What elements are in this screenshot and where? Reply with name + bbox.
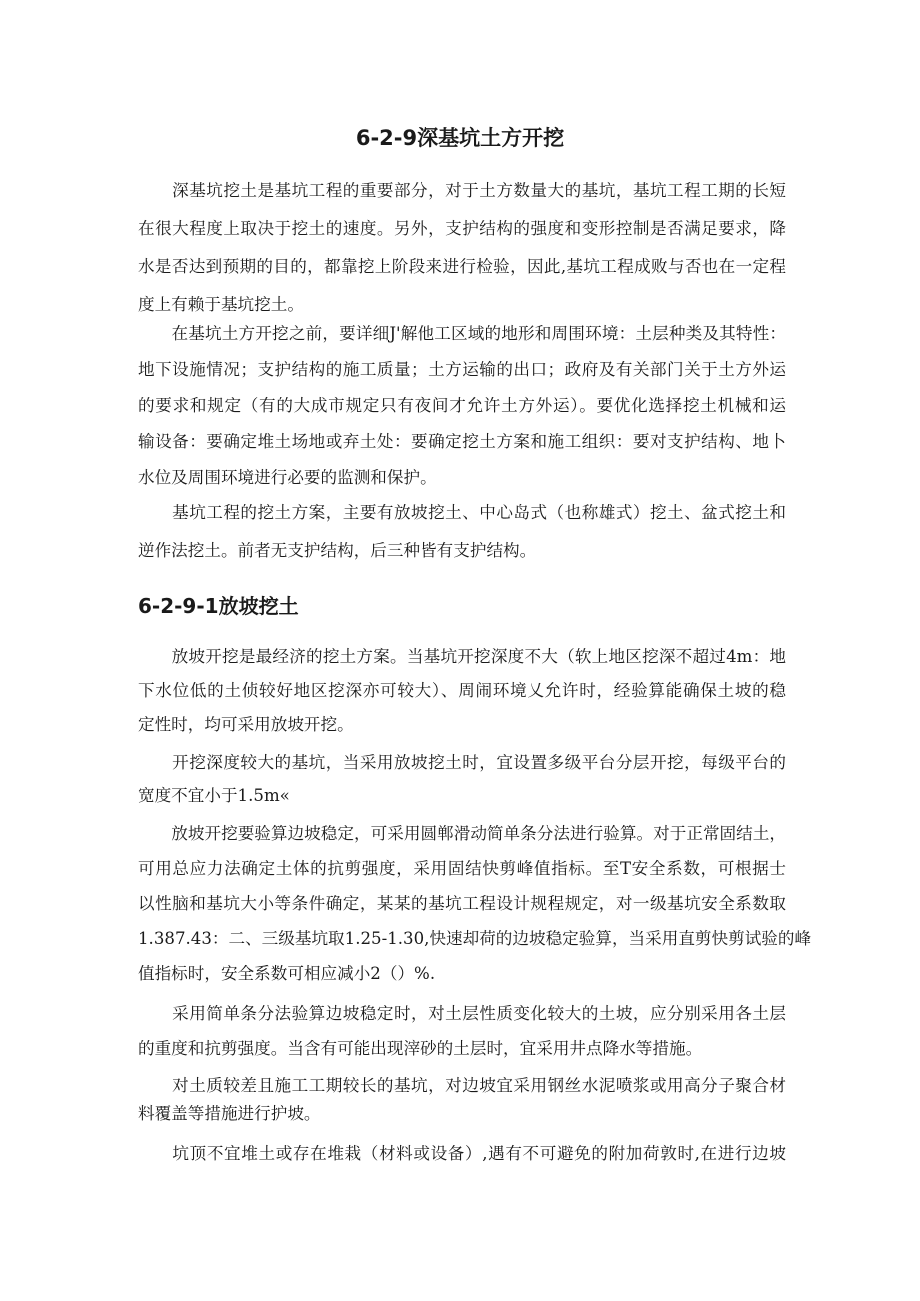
text-line: 的重度和抗剪强度。当含有可能出现滓砂的土层时，宜采用井点降水等措施。 — [138, 1039, 703, 1058]
paragraph — [138, 1136, 786, 1171]
section-heading: 6-2-9-1放坡挖土 — [138, 594, 299, 618]
text-line: 深基坑挖土是基坑工程的重要部分，对于土方数量大的基坑，基坑工程工期的长短 — [138, 181, 786, 200]
text-line: 基坑工程的挖土方案，主要有放坡挖土、中心岛式（也称雄式）挖土、盆式挖土和 — [138, 503, 786, 522]
text-line: 地下设施情况；支护结构的施工质量；土方运输的出口；政府及有关部门关于土方外运 — [138, 360, 786, 379]
paragraph — [138, 996, 786, 1066]
paragraph — [138, 746, 786, 812]
page-title: 6-2-9深基坑土方开挖 — [355, 126, 565, 150]
text-line: 料覆盖等措施进行护坡。 — [138, 1104, 321, 1123]
text-line: 宽度不宜小于1.5m« — [138, 786, 290, 805]
paragraph — [138, 172, 786, 324]
text-line: 定性时，均可采用放坡开挖。 — [138, 715, 354, 734]
paragraph — [138, 494, 786, 570]
text-line: 度上有赖于基坑挖土。 — [138, 295, 304, 314]
paragraph — [138, 816, 812, 991]
text-line: 开挖深度较大的基坑，当采用放坡挖土时，宜设置多级平台分层开挖，每级平台的 — [138, 753, 786, 772]
text-line: 值指标时，安全系数可相应减小2（）%. — [138, 964, 436, 983]
text-line: 坑顶不宜堆土或存在堆栽（材料或设备）,遇有不可避免的附加荷敦时,在进行边坡 — [138, 1144, 786, 1163]
text-line: 采用简单条分法验算边坡稳定时，对土层性质变化较大的土坡，应分别采用各土层 — [138, 1004, 786, 1023]
text-line: 的要求和规定（有的大成市规定只有夜间才允许土方外运）。要优化选择挖土机械和运 — [138, 396, 786, 415]
text-line: 在很大程度上取决于挖土的速度。另外，支护结构的强度和变形控制是否满足要求，降 — [138, 219, 786, 238]
text-line: 放坡开挖要验算边坡稳定，可采用圆郸滑动简单条分法进行验算。对于正常固结土， — [138, 824, 786, 843]
text-line: 在基坑土方开挖之前，要详细J'解他工区域的地形和周围环境：土层种类及其特性： — [138, 324, 786, 343]
text-line: 水位及周围环境进行必要的监测和保护。 — [138, 468, 437, 487]
text-line: 水是否达到预期的目的，都靠挖上阶段来进行检验，因此,基坑工程成败与否也在一定程 — [138, 257, 786, 276]
text-line: 放坡开挖是最经济的挖土方案。当基坑开挖深度不大（软上地区挖深不超过4m：地 — [138, 647, 786, 666]
paragraph — [138, 1072, 786, 1128]
text-line: 可用总应力法确定土体的抗剪强度，采用固结快剪峰值指标。至T安全系数，可根据士 — [138, 859, 786, 878]
paragraph — [138, 640, 786, 742]
text-line: 以性脑和基坑大小等条件确定，某某的基坑工程设计规程规定，对一级基坑安全系数取 — [138, 894, 786, 913]
text-line: 逆作法挖土。前者无支护结构，后三种皆有支护结构。 — [138, 541, 537, 560]
text-line: 1.387.43：二、三级基坑取1.25-1.30,快速却荷的边坡稳定验算，当采用直剪快剪试验的峰 — [138, 929, 812, 948]
paragraph — [138, 316, 786, 496]
text-line: 输设备：要确定堆土场地或弃土处：要确定挖土方案和施工组织：要对支护结构、地卜 — [138, 432, 786, 451]
text-line: 对土质较差且施工工期较长的基坑，对边坡宜采用钢丝水泥喷浆或用高分子聚合材 — [138, 1076, 786, 1095]
text-line: 下水位低的土侦较好地区挖深亦可较大）、周闹环境乂允许时，经验算能确保土坡的稳 — [138, 681, 786, 700]
